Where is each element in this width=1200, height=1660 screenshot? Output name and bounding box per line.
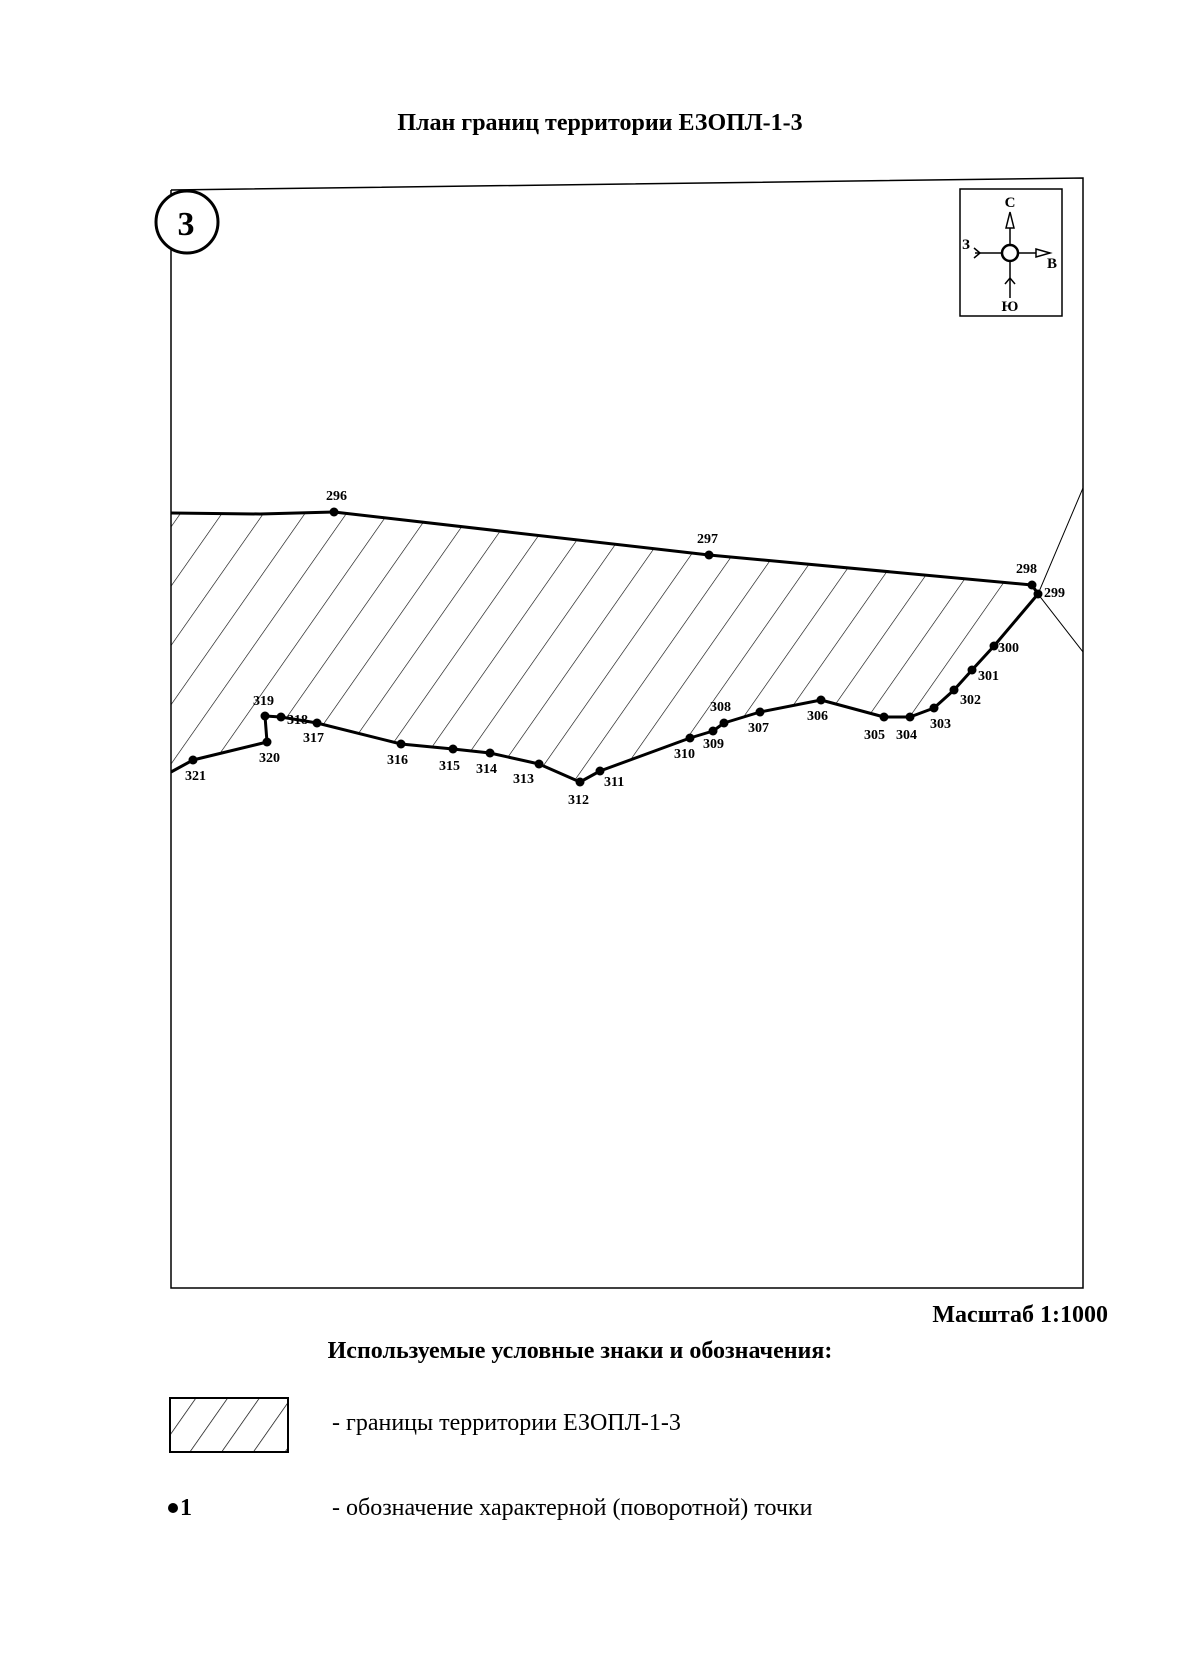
boundary-point-299 <box>1034 590 1043 599</box>
boundary-point-296 <box>330 508 339 517</box>
compass-north-label: С <box>1004 195 1016 211</box>
boundary-point-316 <box>397 740 406 749</box>
boundary-point-label-304: 304 <box>896 728 917 743</box>
compass-rose <box>960 189 1062 316</box>
boundary-point-label-318: 318 <box>287 713 308 728</box>
boundary-point-308 <box>720 719 729 728</box>
boundary-point-label-308: 308 <box>710 700 731 715</box>
boundary-point-318 <box>277 713 286 722</box>
boundary-point-307 <box>756 708 765 717</box>
boundary-point-312 <box>576 778 585 787</box>
boundary-point-label-315: 315 <box>439 759 460 774</box>
boundary-point-label-312: 312 <box>568 793 589 808</box>
boundary-point-304 <box>906 713 915 722</box>
boundary-point-317 <box>313 719 322 728</box>
boundary-point-label-298: 298 <box>1016 562 1037 577</box>
boundary-point-313 <box>535 760 544 769</box>
boundary-point-298 <box>1028 581 1037 590</box>
boundary-point-303 <box>930 704 939 713</box>
boundary-point-label-316: 316 <box>387 753 408 768</box>
boundary-point-label-296: 296 <box>326 489 347 504</box>
adjacent-boundary-line <box>1038 488 1083 652</box>
boundary-point-label-321: 321 <box>185 769 206 784</box>
legend-point-sample: 1 <box>180 1495 192 1521</box>
compass-west-label: З <box>962 237 970 253</box>
boundary-point-319 <box>261 712 270 721</box>
boundary-point-label-301: 301 <box>978 669 999 684</box>
map-scale: Масштаб 1:1000 <box>932 1302 1108 1328</box>
boundary-point-label-314: 314 <box>476 762 497 777</box>
boundary-point-label-305: 305 <box>864 728 885 743</box>
legend-point-symbol <box>168 1495 192 1522</box>
page-title: План границ территории ЕЗОПЛ-1-3 <box>397 110 803 136</box>
boundary-point-302 <box>950 686 959 695</box>
boundary-point-label-317: 317 <box>303 731 324 746</box>
boundary-point-306 <box>817 696 826 705</box>
point-marker-icon <box>168 1503 178 1513</box>
boundary-point-label-303: 303 <box>930 717 951 732</box>
boundary-point-label-313: 313 <box>513 772 534 787</box>
boundary-point-label-319: 319 <box>253 694 274 709</box>
legend-item-label: - границы территории ЕЗОПЛ-1-3 <box>332 1410 681 1436</box>
boundary-point-label-310: 310 <box>674 747 695 762</box>
legend-item-label: - обозначение характерной (поворотной) точки <box>332 1495 813 1521</box>
boundary-point-314 <box>486 749 495 758</box>
boundary-point-label-306: 306 <box>807 709 828 724</box>
boundary-point-label-299: 299 <box>1044 586 1065 601</box>
sheet-number: 3 <box>177 206 195 243</box>
boundary-point-320 <box>263 738 272 747</box>
boundary-point-label-311: 311 <box>604 775 625 790</box>
boundary-point-315 <box>449 745 458 754</box>
boundary-point-321 <box>189 756 198 765</box>
boundary-point-301 <box>968 666 977 675</box>
legend-hatch-symbol <box>170 1398 288 1452</box>
boundary-point-label-300: 300 <box>998 641 1019 656</box>
boundary-point-label-320: 320 <box>259 751 280 766</box>
boundary-point-309 <box>709 727 718 736</box>
boundary-point-310 <box>686 734 695 743</box>
compass-south-label: Ю <box>1001 299 1019 315</box>
boundary-point-305 <box>880 713 889 722</box>
compass-east-label: В <box>1046 256 1058 272</box>
boundary-point-label-307: 307 <box>748 721 769 736</box>
boundary-point-label-302: 302 <box>960 693 981 708</box>
boundary-point-label-297: 297 <box>697 532 718 547</box>
legend-title: Используемые условные знаки и обозначения: <box>327 1338 833 1364</box>
boundary-point-297 <box>705 551 714 560</box>
boundary-point-label-309: 309 <box>703 737 724 752</box>
